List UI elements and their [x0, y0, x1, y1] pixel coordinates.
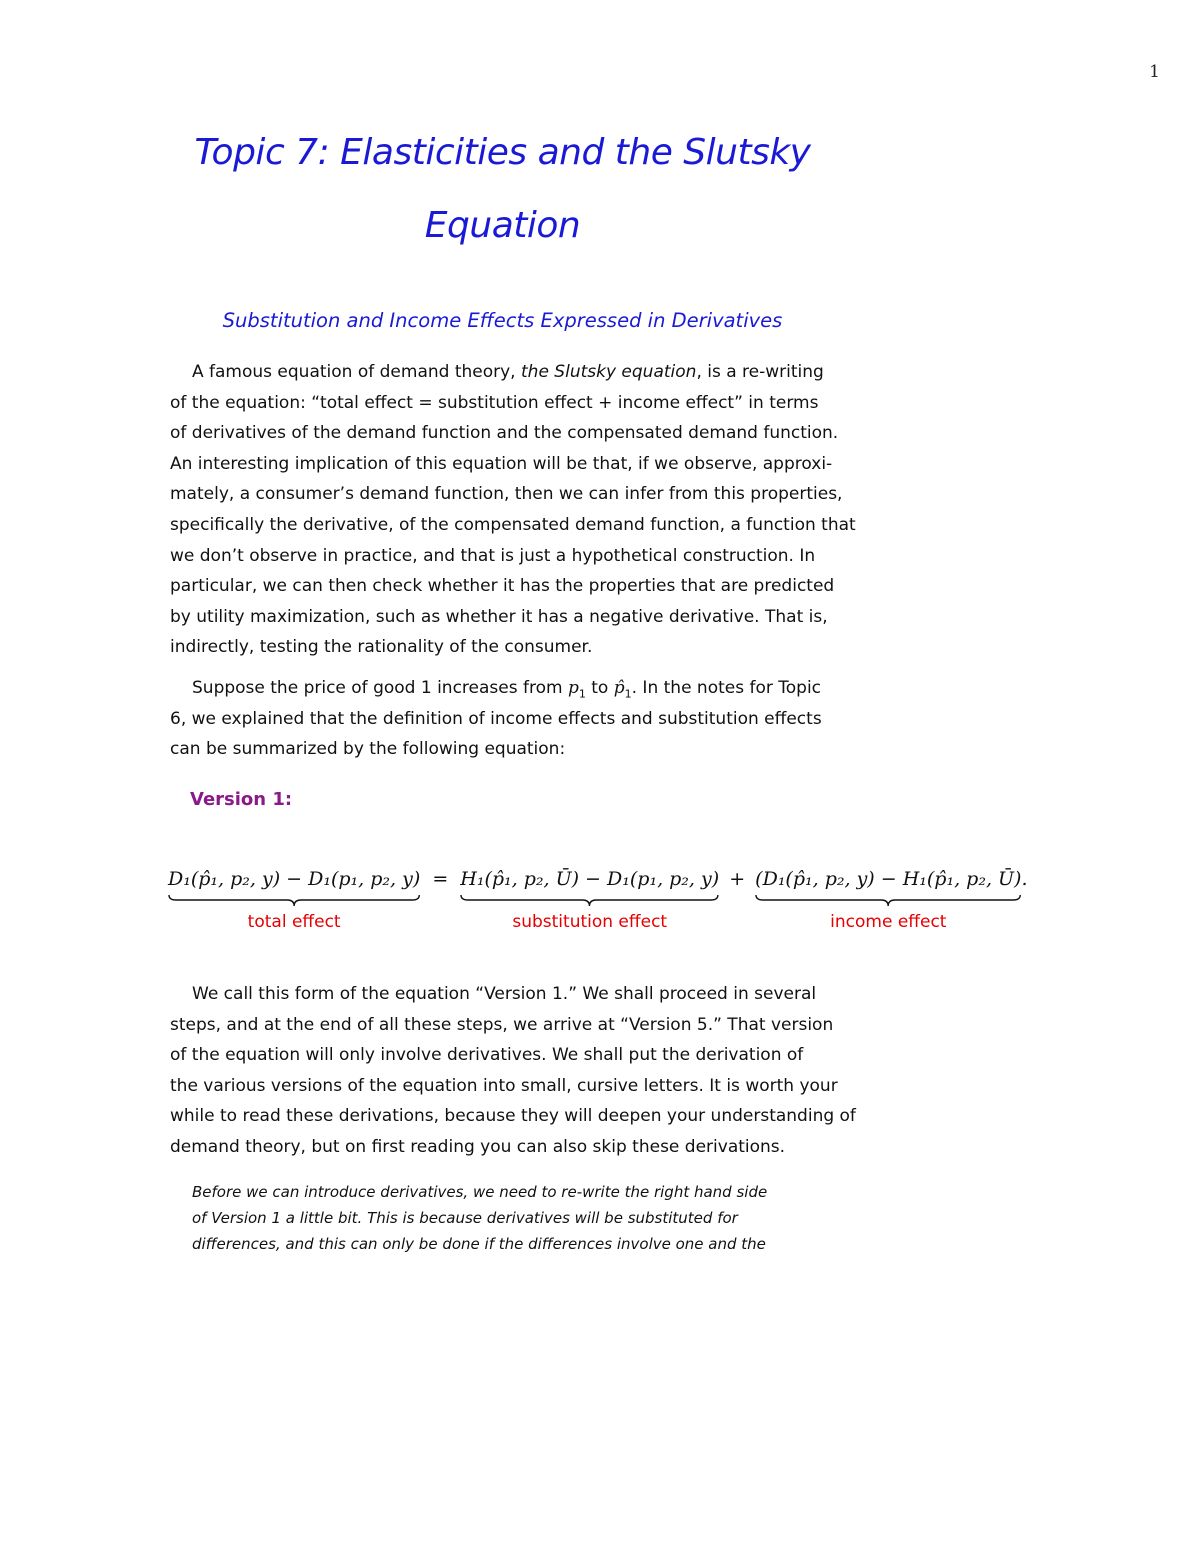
- text-run: , is a re-writing: [696, 362, 824, 382]
- total-effect-term: D₁(p̂₁, p₂, y) − D₁(p₁, p₂, y): [168, 868, 421, 890]
- paragraph-line: of Version 1 a little bit. This is because derivatives will be substituted for: [192, 1209, 738, 1227]
- text-run: Suppose the price of good 1 increases from: [192, 678, 568, 698]
- paragraph-line: Before we can introduce derivatives, we need to re-write the right hand side: [192, 1183, 768, 1201]
- math-subscript: 1: [578, 687, 586, 701]
- equals-sign: =: [432, 868, 449, 890]
- text-run: A famous equation of demand theory,: [192, 362, 521, 382]
- paragraph-line: while to read these derivations, because they will deepen your understanding of: [170, 1106, 856, 1127]
- math-var: p: [567, 678, 579, 698]
- income-effect-label: income effect: [830, 912, 947, 932]
- paragraph-line: the various versions of the equation into small, cursive letters. It is worth your: [170, 1075, 838, 1096]
- underbrace-income: [755, 894, 1021, 908]
- paragraph-line: An interesting implication of this equation will be that, if we observe, approxi-: [170, 453, 833, 474]
- period: .: [1021, 868, 1028, 890]
- paragraph-line: of the equation: “total effect = substitution effect + income effect” in terms: [170, 392, 819, 413]
- brace-path: [461, 895, 718, 906]
- text-run: to: [585, 678, 614, 698]
- total-effect-label: total effect: [247, 912, 341, 932]
- paragraph-derivation: [192, 1179, 872, 1257]
- paragraph-line: specifically the derivative, of the compensated demand function, a function that: [170, 514, 856, 535]
- substitution-effect-term: H₁(p̂₁, p₂, Ū) − D₁(p₁, p₂, y): [460, 868, 720, 890]
- paragraph-price-change: [170, 673, 850, 765]
- slutsky-equation: [168, 868, 1028, 948]
- math-var: p̂: [613, 678, 625, 698]
- emphasis-text: the Slutsky equation: [521, 362, 697, 382]
- underbrace-substitution: [460, 894, 719, 908]
- paragraph-line: indirectly, testing the rationality of the consumer.: [170, 637, 593, 658]
- brace-path: [169, 895, 419, 906]
- paragraph-line: of derivatives of the demand function and the compensated demand function.: [170, 423, 839, 444]
- paragraph-line: of the equation will only involve derivatives. We shall put the derivation of: [170, 1045, 804, 1066]
- plus-sign: +: [729, 868, 746, 890]
- brace-path: [756, 895, 1020, 906]
- math-subscript: 1: [624, 687, 632, 701]
- paragraph-line: mately, a consumer’s demand function, then we can infer from this properties,: [170, 484, 843, 505]
- paragraph-line: steps, and at the end of all these steps, we arrive at “Version 5.” That version: [170, 1014, 834, 1035]
- paragraph-line: differences, and this can only be done if the differences involve one and the: [192, 1235, 766, 1253]
- underbrace-total: [168, 894, 420, 908]
- page-number: 1: [1149, 62, 1160, 82]
- paragraph-line: demand theory, but on first reading you can also skip these derivations.: [170, 1136, 786, 1157]
- paragraph-line: [170, 673, 850, 704]
- page-title-line-2: Equation: [424, 205, 581, 246]
- substitution-effect-label: substitution effect: [512, 912, 668, 932]
- version-label: Version 1:: [190, 789, 293, 810]
- equation-row: [168, 868, 1028, 890]
- paragraph-line: We call this form of the equation “Version 1.” We shall proceed in several: [192, 984, 817, 1004]
- paragraph-intro: [170, 357, 856, 663]
- section-heading: Substitution and Income Effects Expressed in Derivatives: [222, 309, 783, 332]
- income-effect-term: (D₁(p̂₁, p₂, y) − H₁(p̂₁, p₂, Ū): [755, 868, 1022, 890]
- page-title-line-1: Topic 7: Elasticities and the Slutsky: [194, 132, 811, 173]
- paragraph-versions: [170, 979, 856, 1163]
- paragraph-line: [170, 357, 850, 388]
- paragraph-line: by utility maximization, such as whether it has a negative derivative. That is,: [170, 606, 828, 627]
- paragraph-line: can be summarized by the following equation:: [170, 739, 566, 760]
- paragraph-line: we don’t observe in practice, and that is just a hypothetical construction. In: [170, 545, 816, 566]
- paragraph-line: 6, we explained that the definition of income effects and substitution effects: [170, 708, 822, 729]
- paragraph-line: particular, we can then check whether it has the properties that are predicted: [170, 576, 835, 597]
- text-run: . In the notes for Topic: [631, 678, 822, 698]
